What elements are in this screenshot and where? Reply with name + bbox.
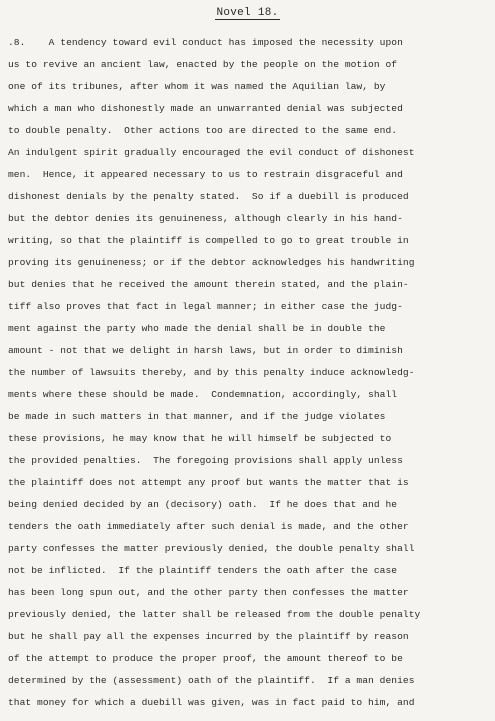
text-line: writing, so that the plaintiff is compelled to go to great trouble in bbox=[8, 235, 409, 246]
text-line: but he shall pay all the expenses incurred by the plaintiff by reason bbox=[8, 631, 409, 642]
text-line: one of its tribunes, after whom it was named the Aquilian law, by bbox=[8, 81, 386, 92]
body-text bbox=[8, 32, 488, 714]
text-line: previously denied, the latter shall be released from the double penalty bbox=[8, 609, 421, 620]
text-line: .8. A tendency toward evil conduct has imposed the necessity upon bbox=[8, 37, 403, 48]
text-line: the provided penalties. The foregoing provisions shall apply unless bbox=[8, 455, 403, 466]
text-line: be made in such matters in that manner, and if the judge violates bbox=[8, 411, 386, 422]
text-line: determined by the (assessment) oath of the plaintiff. If a man denies bbox=[8, 675, 415, 686]
text-line: being denied decided by an (decisory) oath. If he does that and he bbox=[8, 499, 398, 510]
text-line: ment against the party who made the denial shall be in double the bbox=[8, 323, 386, 334]
text-line: amount - not that we delight in harsh laws, but in order to diminish bbox=[8, 345, 403, 356]
text-line: An indulgent spirit gradually encouraged the evil conduct of dishonest bbox=[8, 147, 415, 158]
text-line: the plaintiff does not attempt any proof but wants the matter that is bbox=[8, 477, 409, 488]
text-line: ments where these should be made. Condemnation, accordingly, shall bbox=[8, 389, 398, 400]
text-line: that money for which a duebill was given, was in fact paid to him, and bbox=[8, 697, 415, 708]
text-line: of the attempt to produce the proper proof, the amount thereof to be bbox=[8, 653, 403, 664]
text-line: proving its genuineness; or if the debtor acknowledges his handwriting bbox=[8, 257, 415, 268]
text-line: not be inflicted. If the plaintiff tenders the oath after the case bbox=[8, 565, 398, 576]
text-line: which a man who dishonestly made an unwarranted denial was subjected bbox=[8, 103, 403, 114]
text-line: the number of lawsuits thereby, and by this penalty induce acknowledg- bbox=[8, 367, 415, 378]
text-line: us to revive an ancient law, enacted by the people on the motion of bbox=[8, 59, 398, 70]
page-title bbox=[0, 6, 495, 20]
text-line: to double penalty. Other actions too are directed to the same end. bbox=[8, 125, 398, 136]
text-line: dishonest denials by the penalty stated. So if a duebill is produced bbox=[8, 191, 409, 202]
text-line: but denies that he received the amount therein stated, and the plain- bbox=[8, 279, 409, 290]
text-line: tiff also proves that fact in legal manner; in either case the judg- bbox=[8, 301, 403, 312]
page-title-text: Novel 18. bbox=[216, 7, 279, 19]
text-line: has been long spun out, and the other party then confesses the matter bbox=[8, 587, 409, 598]
text-line: party confesses the matter previously denied, the double penalty shall bbox=[8, 543, 415, 554]
text-line: men. Hence, it appeared necessary to us to restrain disgraceful and bbox=[8, 169, 403, 180]
text-line: tenders the oath immediately after such denial is made, and the other bbox=[8, 521, 409, 532]
text-line: these provisions, he may know that he will himself be subjected to bbox=[8, 433, 392, 444]
text-line: but the debtor denies its genuineness, although clearly in his hand- bbox=[8, 213, 403, 224]
